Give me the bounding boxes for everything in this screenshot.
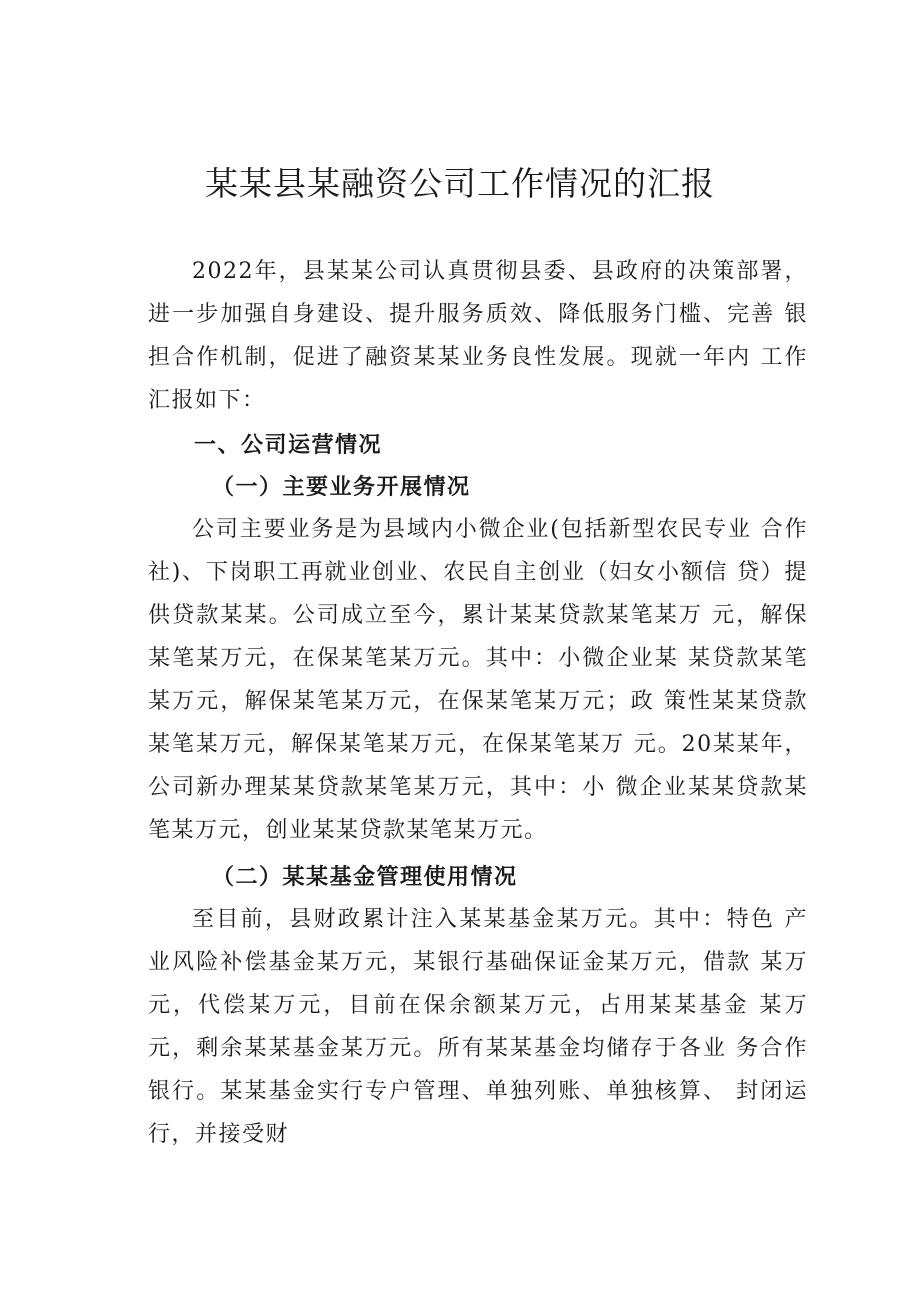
main-business-paragraph: 公司主要业务是为县域内小微企业(包括新型农民专业 合作社)、下岗职工再就业创业、农民自主创业（妇女小额信 贷）提供贷款某某。公司成立至今，累计某某贷款某笔某万 元，解保某笔某万元，在保某笔某万元。其中：小微企业某 某贷款某笔某万元，解保某笔某万元，在保某笔某万元；政 策性某某贷款某笔某万元，解保某笔某万元，在保某笔某万 元。20某某年，公司新办理某某贷款某笔某万元，其中：小 微企业某某贷款某笔某万元，创业某某贷款某笔某万元。 (148, 517, 808, 843)
fund-management-paragraph: 至目前，县财政累计注入某某基金某万元。其中：特色 产业风险补偿基金某万元，某银行基础保证金某万元，借款 某万元，代偿某万元，目前在保余额某万元，占用某某基金 某万元，剩余某某基金某万元。所有某某基金均储存于各业 务合作银行。某某基金实行专户管理、单独列账、单独核算、 封闭运行，并接受财 (148, 907, 808, 1147)
document-title: 某某县某融资公司工作情况的汇报 (205, 164, 715, 203)
section-heading-operations: 一、公司运营情况 (194, 433, 383, 458)
subsection-heading-fund-management: （二）某某基金管理使用情况 (212, 865, 518, 890)
intro-paragraph: 2022年，县某某公司认真贯彻县委、县政府的决策部署，进一步加强自身建设、提升服务质效、降低服务门槛、完善 银担合作机制，促进了融资某某业务良性发展。现就一年内 工作汇报如下： (148, 259, 808, 413)
subsection-heading-main-business: （一）主要业务开展情况 (212, 475, 471, 500)
